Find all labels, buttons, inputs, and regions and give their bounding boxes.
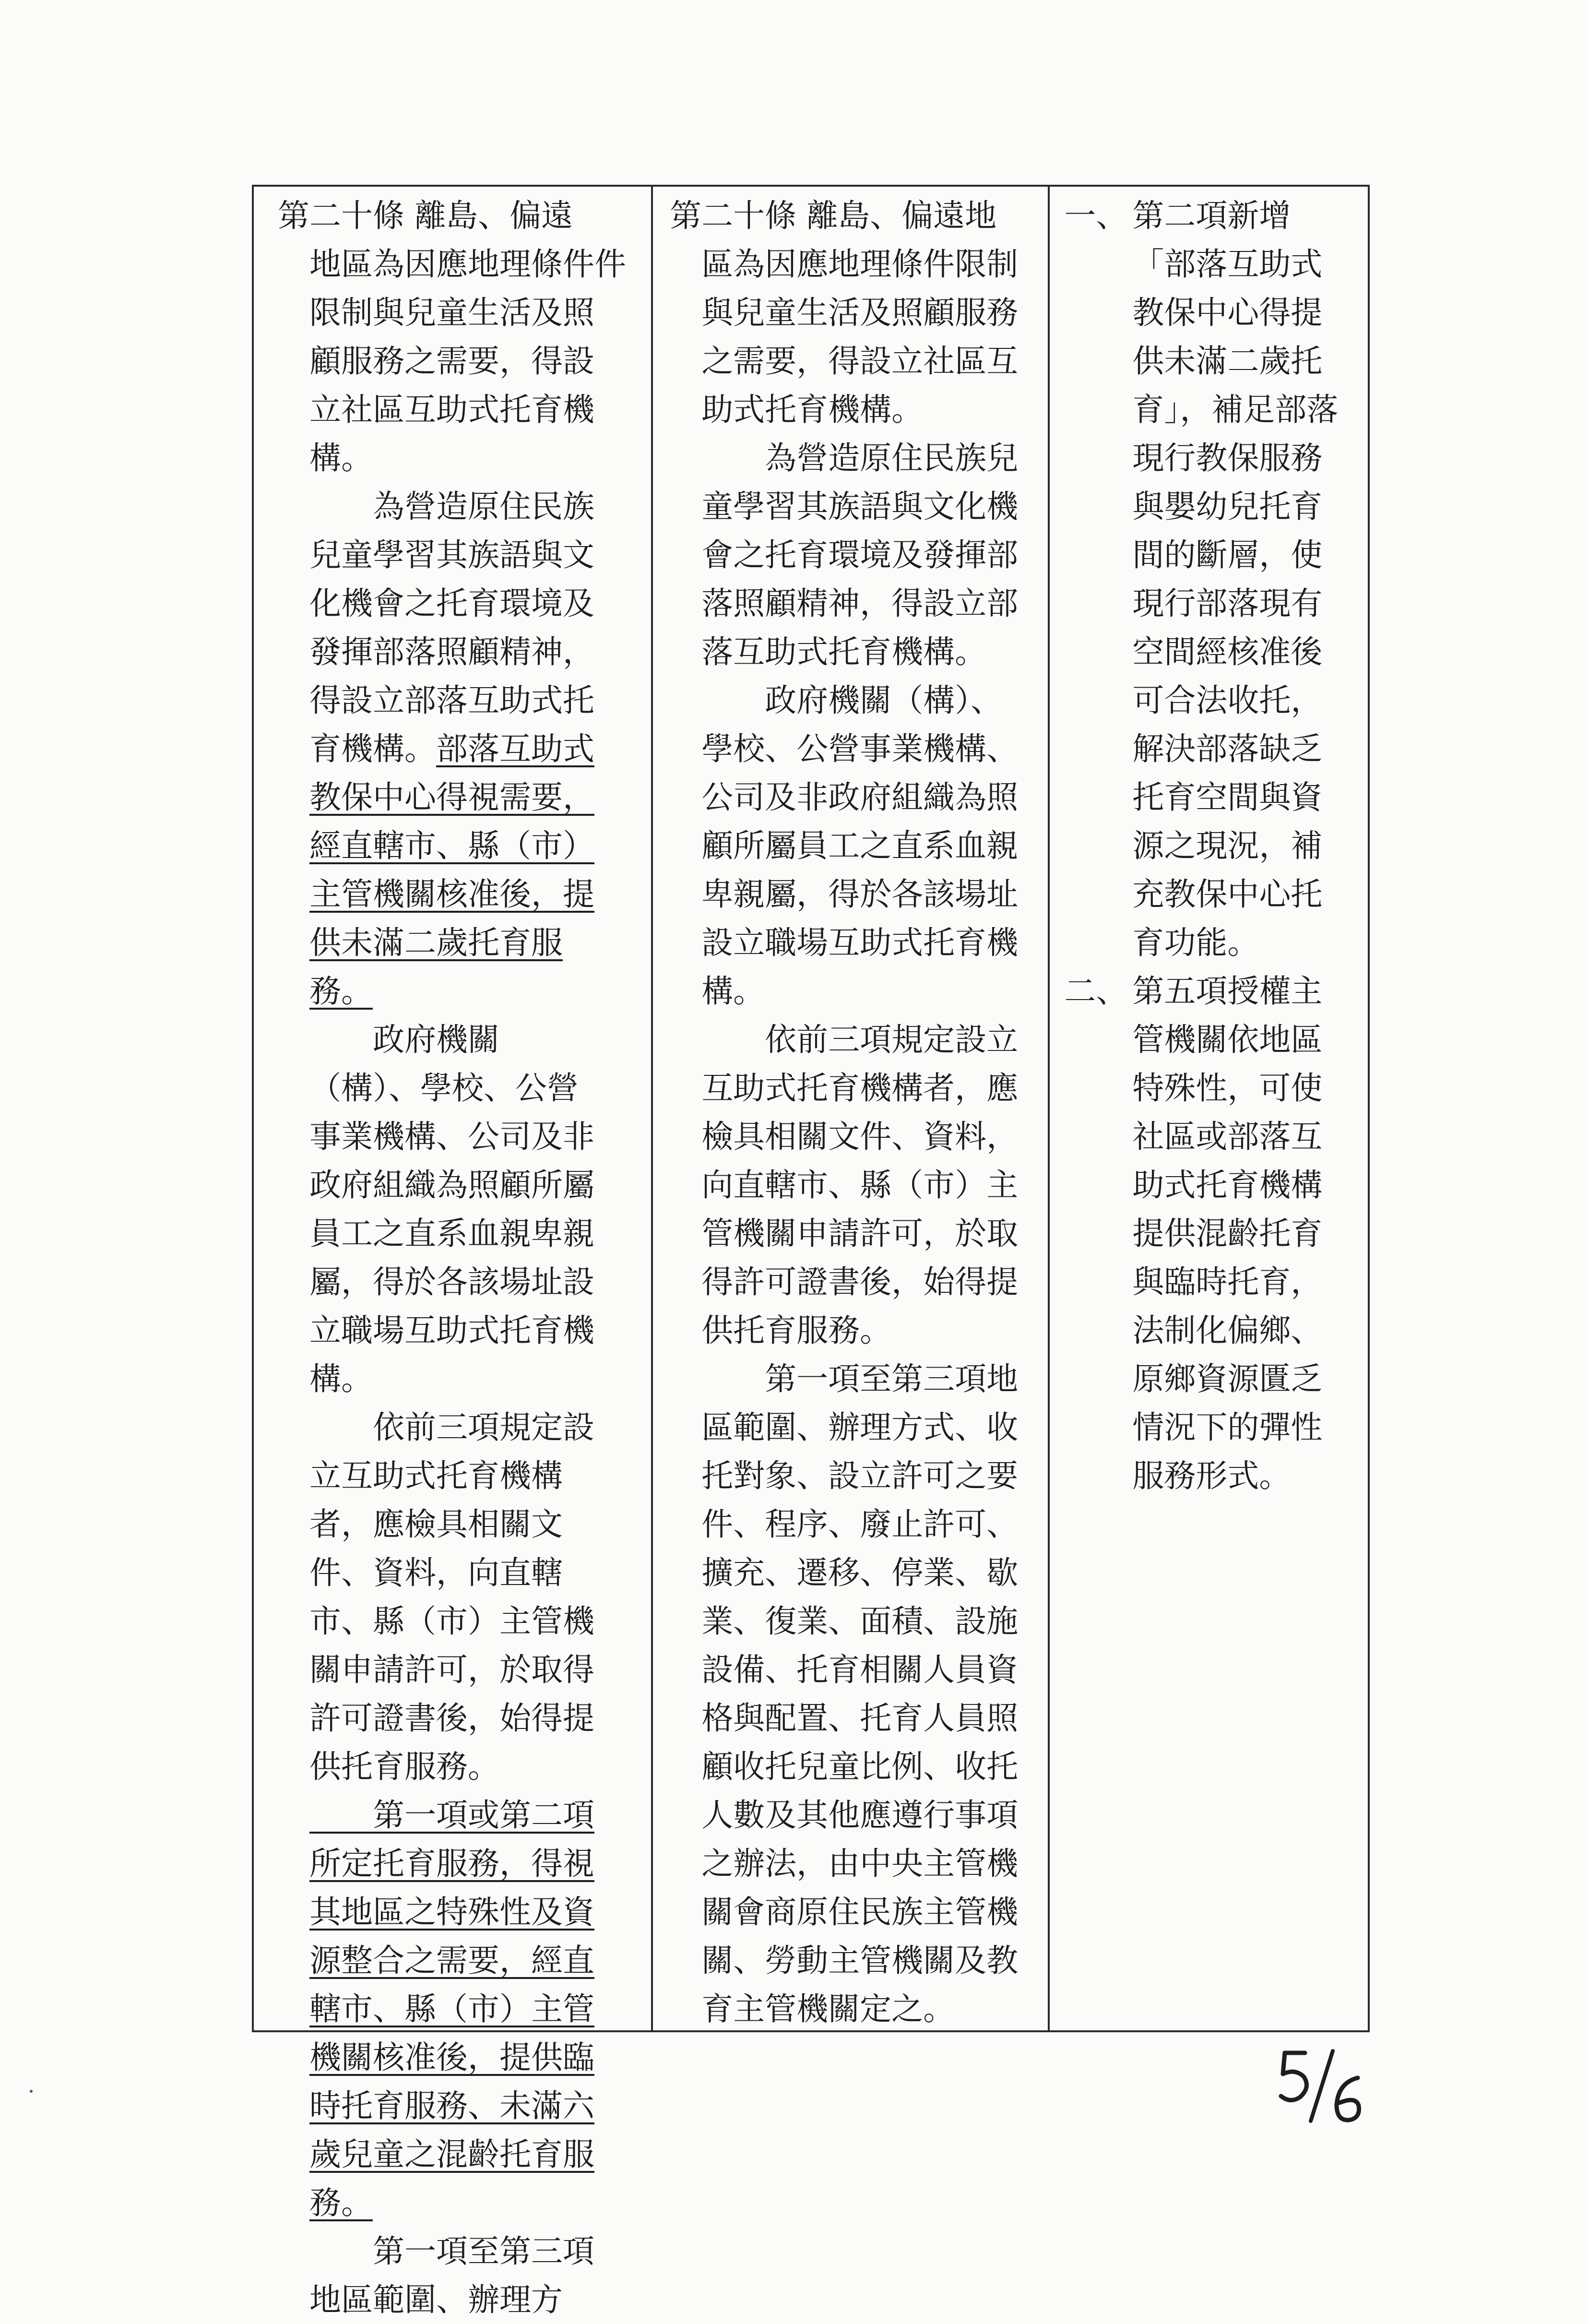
amended-paragraph-3: 政府機關 （構）、學校、公營 事業機構、公司及非 政府組織為照顧所屬 員工之直系血親卑親 屬，得於各該場址設 立職場互助式托育機 構。	[309, 1021, 594, 1397]
explanation-item-1-marker: 一、	[1064, 197, 1128, 234]
explanation-item-1-text: 第二項新增 「部落互助式 教保中心得提 供未滿二歲托 育」，補足部落 現行教保服務 與嬰幼兒托育 間的斷層，使 現行部落現有 空間經核准後 可合法收托， 解決部落缺乏 托育空間與資 源之現況，補 充教保中心托 育功能。	[1132, 197, 1339, 961]
amended-text-column	[254, 187, 653, 2318]
comparison-table	[252, 185, 1370, 2318]
amended-paragraph-6: 第一項至第三項 地區範圍、辦理方	[309, 2233, 594, 2318]
current-paragraph-3: 政府機關（構）、 學校、公營事業機構、 公司及非政府組織為照 顧所屬員工之直系血親 卑親屬，得於各該場址 設立職場互助式托育機 構。	[701, 682, 1019, 1010]
current-paragraph-2: 為營造原住民族兒 童學習其族語與文化機 會之托育環境及發揮部 落照顧精神，得設立部 落互助式托育機構。	[701, 440, 1019, 670]
amended-paragraph-1: 地區為因應地理條件件 限制與兒童生活及照 顧服務之需要，得設 立社區互助式托育機 構。	[309, 246, 626, 477]
explanation-item-2-text: 第五項授權主 管機關依地區 特殊性，可使 社區或部落互 助式托育機構 提供混齡托育 與臨時托育， 法制化偏鄉、 原鄉資源匱乏 情況下的彈性 服務形式。	[1132, 973, 1323, 1494]
amended-paragraph-5-new: 第一項或第二項 所定托育服務，得視 其地區之特殊性及資 源整合之需要，經直 轄市、縣（市）主管 機關核准後，提供臨 時托育服務、未滿六 歲兒童之混齡托育服 務。	[309, 1797, 594, 2221]
current-text-column	[653, 187, 1050, 2030]
page-number-handwriting-icon	[1276, 2044, 1372, 2126]
explanation-item-1	[1064, 191, 1358, 967]
scan-speck	[30, 2090, 33, 2093]
current-paragraph-5: 第一項至第三項地 區範圍、辦理方式、收 托對象、設立許可之要 件、程序、廢止許可、 擴充、遷移、停業、歇 業、復業、面積、設施 設備、托育相關人員資 格與配置、托育人員照 顧收托兒童比例、收托 人數及其他應遵行事項 之辦法，由中央主管機 關會商原住民族主管機 關、勞動主管機關及教 育主管機關定之。	[701, 1360, 1019, 2027]
handwritten-page-number	[1276, 2044, 1372, 2126]
amended-paragraph-2	[278, 482, 632, 1015]
amended-paragraph-2-new-text: 部落互助式 教保中心得視需要， 經直轄市、縣（市） 主管機關核准後，提 供未滿二歲托育服 務。	[309, 730, 594, 1010]
amended-paragraph-2-text: 為營造原住民族 兒童學習其族語與文 化機會之托育環境及 發揮部落照顧精神， 得設立部落互助式托 育機構。	[309, 488, 594, 767]
explanation-item-2-marker: 二、	[1064, 973, 1128, 1010]
amended-article-heading: 第二十條 離島、偏遠	[278, 197, 573, 234]
explanation-column	[1050, 187, 1368, 2030]
current-paragraph-1: 第二十條 離島、偏遠地 區為因應地理條件限制 與兒童生活及照顧服務 之需要，得設立社區互 助式托育機構。	[670, 197, 1019, 428]
current-paragraph-4: 依前三項規定設立 互助式托育機構者，應 檢具相關文件、資料， 向直轄市、縣（市）主 管機關申請許可，於取 得許可證書後，始得提 供托育服務。	[701, 1021, 1019, 1349]
explanation-item-2	[1064, 967, 1358, 1500]
amended-paragraph-4: 依前三項規定設 立互助式托育機構 者，應檢具相關文 件、資料，向直轄 市、縣（市）主管機 關申請許可，於取得 許可證書後，始得提 供托育服務。	[309, 1409, 594, 1785]
